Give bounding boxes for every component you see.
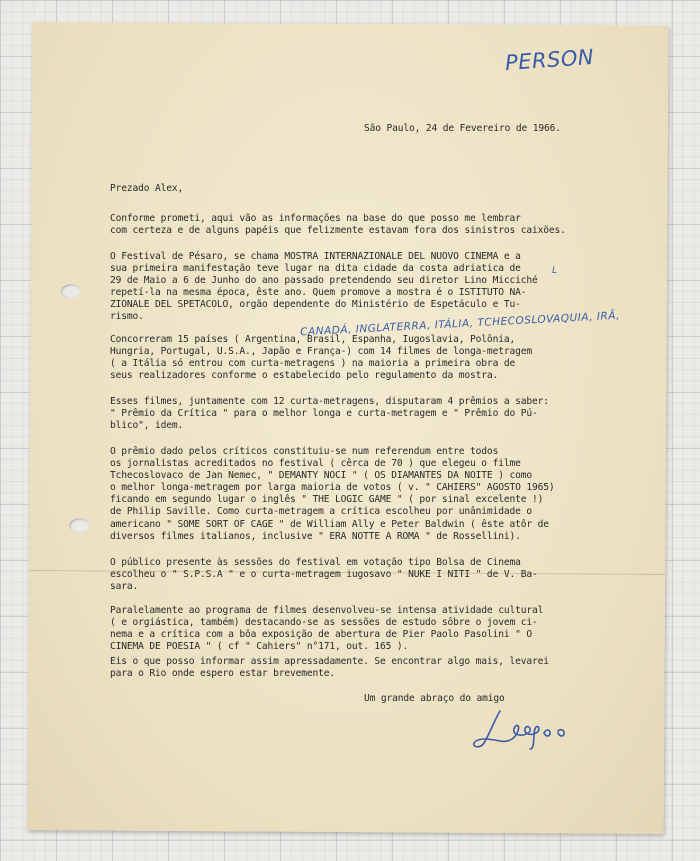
paragraph-countries: Concorreram 15 países ( Argentina, Brasil, Espanha, Iugoslavia, Polônia, Hungria, Portugal, U.S.A., Japão e França-) com 14 filmes de longa-metragem ( a Itália só entrou com curta-metragens ) na maioria a primeira obra de seus realizadores conforme o estabelecido pelo regulamento da mostra.: [110, 334, 532, 382]
paragraph-intro: Conforme prometi, aqui vão as informações na base do que posso me lembrar com certeza e de alguns papéis que felizmente estavam fora dos sinistros caixões.: [110, 213, 566, 237]
paragraph-critics: O prêmio dado pelos críticos constituiu-se num referendum entre todos os jornalistas acreditados no festival ( cêrca de 70 ) que elegeu o filme Tchecoslovaco de Jan Nemec, " DEMANTY NOCI " ( OS DIAMANTES DA NOITE ) como o melhor longa-metragem por larga maioria de votos ( v. " CAHIERS" AGOSTO 1965) ficando em segundo lugar o inglês " THE LOGIC GAME " ( por sinal excelente !) de Philip Saville. Como curta-metragem a crítica escolheu por unânimidade o americano " SOME SORT OF CAGE " de William Ally e Peter Baldwin ( êste atôr de diversos filmes italianos, inclusive " ERA NOTTE A ROMA " de Rossellini).: [110, 446, 555, 542]
paragraph-cultural: Paralelamente ao programa de filmes desenvolveu-se intensa atividade cultural ( e orgiástica, também) destacando-se as sessões de estudo sôbre o jovem ci- nema e a crítica com a bôa exposição de abertura de Pier Paolo Pasolini " O CINEMA DE POESIA " ( cf " Cahiers" n°171, out. 165 ).: [110, 605, 544, 653]
paragraph-public: O público presente às sessões do festival em votação tipo Bolsa de Cinema escolheu o " S.P.S.A " e o curta-metragem iugosavo " NUKE I NITI " de V. Ba- sara.: [110, 557, 538, 593]
handwritten-header: PERSON: [504, 44, 595, 76]
handwritten-country-insert: CANADÁ, INGLATERRA, ITÁLIA, TCHECOSLOVAQUIA, IRÃ,: [299, 309, 621, 339]
closing-line: Um grande abraço do amigo: [364, 693, 505, 704]
punch-hole: [69, 518, 89, 532]
paragraph-prizes: Esses filmes, juntamente com 12 curta-metragens, disputaram 4 prêmios a saber: " Prêmio da Crítica " para o melhor longa e curta-metragem e " Prêmio do Pú- blico", idem.: [110, 396, 549, 432]
salutation: Prezado Alex,: [110, 183, 184, 194]
signature: [470, 703, 600, 751]
punch-hole: [61, 284, 81, 298]
paragraph-closing-note: Eis o que posso informar assim apressadamente. Se encontrar algo mais, levarei para o Rio onde espero estar brevemente.: [110, 656, 549, 680]
paragraph-festival: O Festival de Pésaro, se chama MOSTRA INTERNAZIONALE DEL NUOVO CINEMA e a sua primeira manifestação teve lugar na dita cidade da costa adriatica de 29 de Maio a 6 de Junho do ano passado pretendendo seu diretor Lino Micciché repetí-la na mesma época, êste ano. Quem promove a mostra é o ISTITUTO NA- ZIONALE DEL SPETACOLO, orgão dependente do Ministério de Espetáculo e Tu- rismo.: [110, 251, 538, 323]
place-date: São Paulo, 24 de Fevereiro de 1966.: [364, 123, 561, 134]
handwritten-correction: L: [552, 266, 558, 276]
